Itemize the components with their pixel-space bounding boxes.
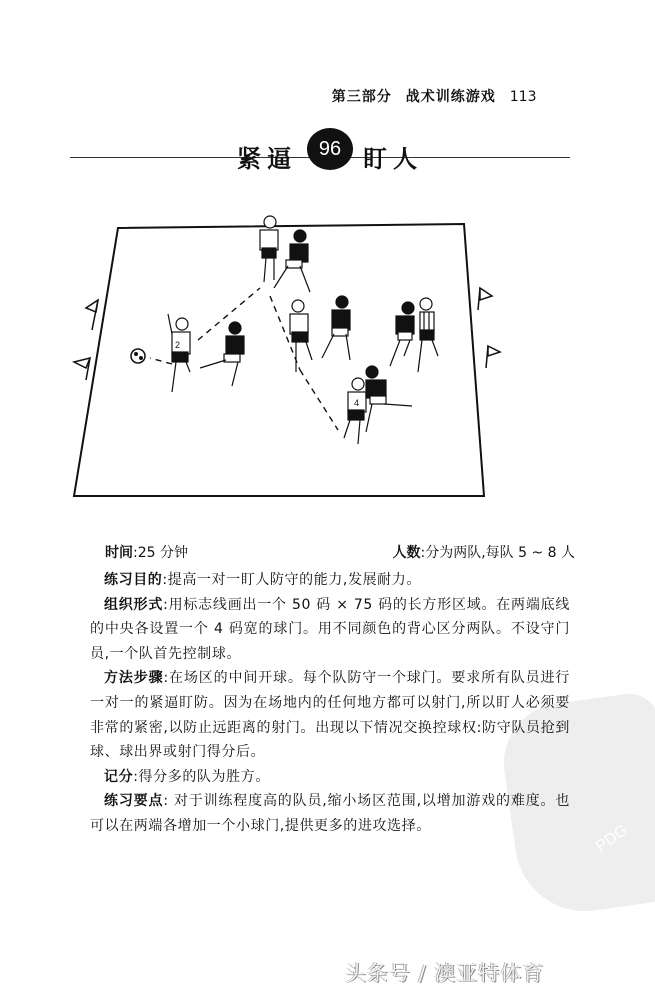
footer-brand-watermark: 头条号 / 澳亚特体育 [345, 961, 545, 985]
watermark-pdg: PDG [592, 821, 632, 856]
game-number-badge: 96 [307, 128, 353, 170]
players-value: :分为两队,每队 5 ~ 8 人 [420, 545, 575, 561]
soccer-ball-icon [131, 349, 145, 363]
section-organization: 组织形式:用标志线画出一个 50 码 × 75 码的长方形区域。在两端底线的中央各设置一个 4 码宽的球门。用不同颜色的背心区分两队。不设守门员,一个队首先控制球。 [90, 596, 570, 662]
page-number: 113 [509, 89, 537, 105]
corner-flag-icon [74, 288, 500, 380]
section-scoring: 记分:得分多的队为胜方。 [104, 768, 270, 785]
section-key-points: 练习要点: 对于训练程度高的队员,缩小场区范围,以增加游戏的难度。也可以在两端各增加一个小球门,提供更多的进攻选择。 [90, 793, 570, 834]
section-procedure: 方法步骤:在场区的中间开球。每个队防守一个球门。要求所有队员进行一对一的紧逼盯防。因为在场地内的任何地方都可以射门,所以盯人必须要非常的紧密,以防止远距离的射门。出现以下情况交换控球权:防守队员抢到球、球出界或射门得分后。 [90, 670, 571, 761]
title-left: 紧逼 [237, 144, 297, 173]
section-objective: 练习目的:提高一对一盯人防守的能力,发展耐力。 [104, 572, 421, 588]
player-number-2: 2 [175, 340, 181, 350]
players-label: 人数 [392, 545, 421, 561]
running-header [320, 70, 600, 106]
players-info [392, 542, 575, 562]
chapter-name: 战术训练游戏 [405, 89, 496, 105]
time-label: 时间 [105, 545, 133, 561]
section-name: 第三部分 [331, 89, 392, 105]
player-figure [168, 216, 438, 444]
body-text [90, 568, 570, 839]
title-right: 盯人 [363, 144, 423, 173]
game-title [60, 128, 600, 174]
player-number-4: 4 [354, 398, 360, 408]
time-value: :25 分钟 [133, 545, 188, 561]
meta-row [105, 542, 575, 562]
time-info [105, 542, 188, 562]
drill-illustration [60, 200, 620, 510]
